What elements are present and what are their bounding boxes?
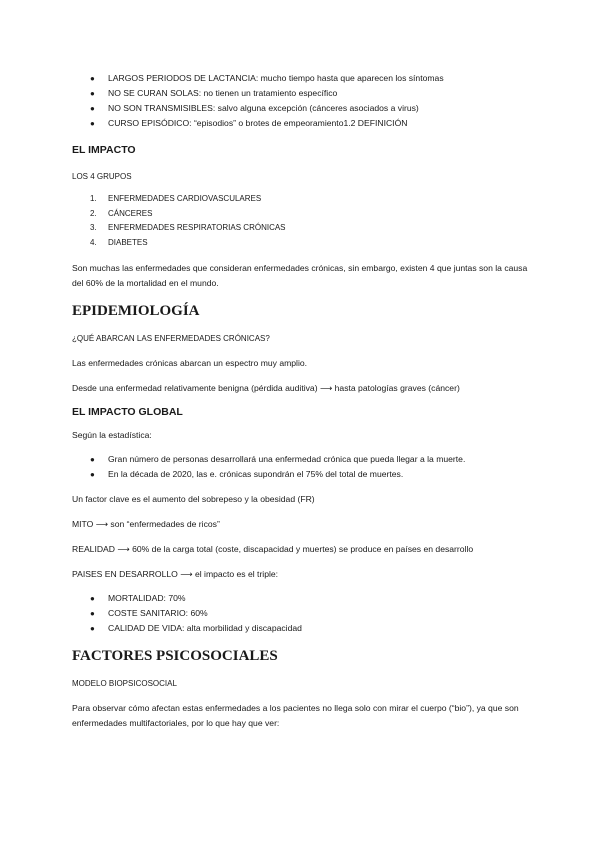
list-item: ● Gran número de personas desarrollará una enfermedad crónica que pueda llegar a la muerte. [72,452,528,467]
list-item: ● En la década de 2020, las e. crónicas supondrán el 75% del total de muertes. [72,467,528,482]
paragraph-mito: MITO ⟶ son “enfermedades de ricos” [72,519,220,529]
list-item: 1. ENFERMEDADES CARDIOVASCULARES [90,194,262,203]
paragraph-observar: Para observar cómo afectan estas enfermedades a los pacientes no llega solo con mirar el cuerpo (“bio”), ya que son enfermedades multifactoriales, por lo que hay que ver: [72,703,519,728]
list-item: ● COSTE SANITARIO: 60% [72,606,528,621]
bullet-icon: ● [90,119,95,128]
label-grupos: LOS 4 GRUPOS [72,172,132,181]
list-item: ● MORTALIDAD: 70% [72,591,528,606]
page-content [72,71,528,731]
bullet-icon: ● [90,470,95,479]
list-item: ● NO SE CURAN SOLAS: no tienen un tratamiento específico [72,86,528,101]
bullet-icon: ● [90,624,95,633]
bullet-icon: ● [90,89,95,98]
list-item: ● NO SON TRANSMISIBLES: salvo alguna excepción (cánceres asociados a virus) [72,101,528,116]
list-item: 3. ENFERMEDADES RESPIRATORIAS CRÓNICAS [90,223,286,232]
list-item: 4. DIABETES [90,237,148,247]
heading-impacto: EL IMPACTO [72,144,136,156]
paragraph-paises: PAISES EN DESARROLLO ⟶ el impacto es el triple: [72,569,279,579]
groups-list [72,192,528,250]
bullet-icon: ● [90,455,95,464]
paragraph-desde: Desde una enfermedad relativamente benigna (pérdida auditiva) ⟶ hasta patologías graves (cáncer) [72,383,460,393]
paragraph-espectro: Las enfermedades crónicas abarcan un espectro muy amplio. [72,358,308,368]
label-modelo: MODELO BIOPSICOSOCIAL [72,679,177,688]
list-item: ● CURSO EPISÓDICO: “episodios” o brotes de empeoramiento1.2 DEFINICIÓN [72,116,528,131]
heading-factores: FACTORES PSICOSOCIALES [72,648,278,664]
statistics-list [72,452,528,482]
heading-impacto-global: EL IMPACTO GLOBAL [72,406,183,418]
bullet-icon: ● [90,104,95,113]
paragraph-muchas: Son muchas las enfermedades que consideran enfermedades crónicas, sin embargo, existen 4 que juntas son la causa del 60% de la mortalidad en el mundo. [72,263,528,288]
question-label: ¿QUÉ ABARCAN LAS ENFERMEDADES CRÓNICAS? [72,334,270,343]
bullet-icon: ● [90,594,95,603]
paragraph-segun: Según la estadística: [72,430,152,440]
bullet-icon: ● [90,74,95,83]
bullet-icon: ● [90,609,95,618]
impact-list [72,591,528,636]
list-item: 2. CÁNCERES [90,208,153,218]
heading-epidemiologia: EPIDEMIOLOGÍA [72,303,200,319]
list-item: ● LARGOS PERIODOS DE LACTANCIA: mucho tiempo hasta que aparecen los síntomas [72,71,528,86]
characteristics-list [72,71,528,131]
paragraph-realidad: REALIDAD ⟶ 60% de la carga total (coste, discapacidad y muertes) se produce en países en desarrollo [72,544,474,554]
paragraph-factor: Un factor clave es el aumento del sobrepeso y la obesidad (FR) [72,494,315,504]
list-item: ● CALIDAD DE VIDA: alta morbilidad y discapacidad [72,621,528,636]
